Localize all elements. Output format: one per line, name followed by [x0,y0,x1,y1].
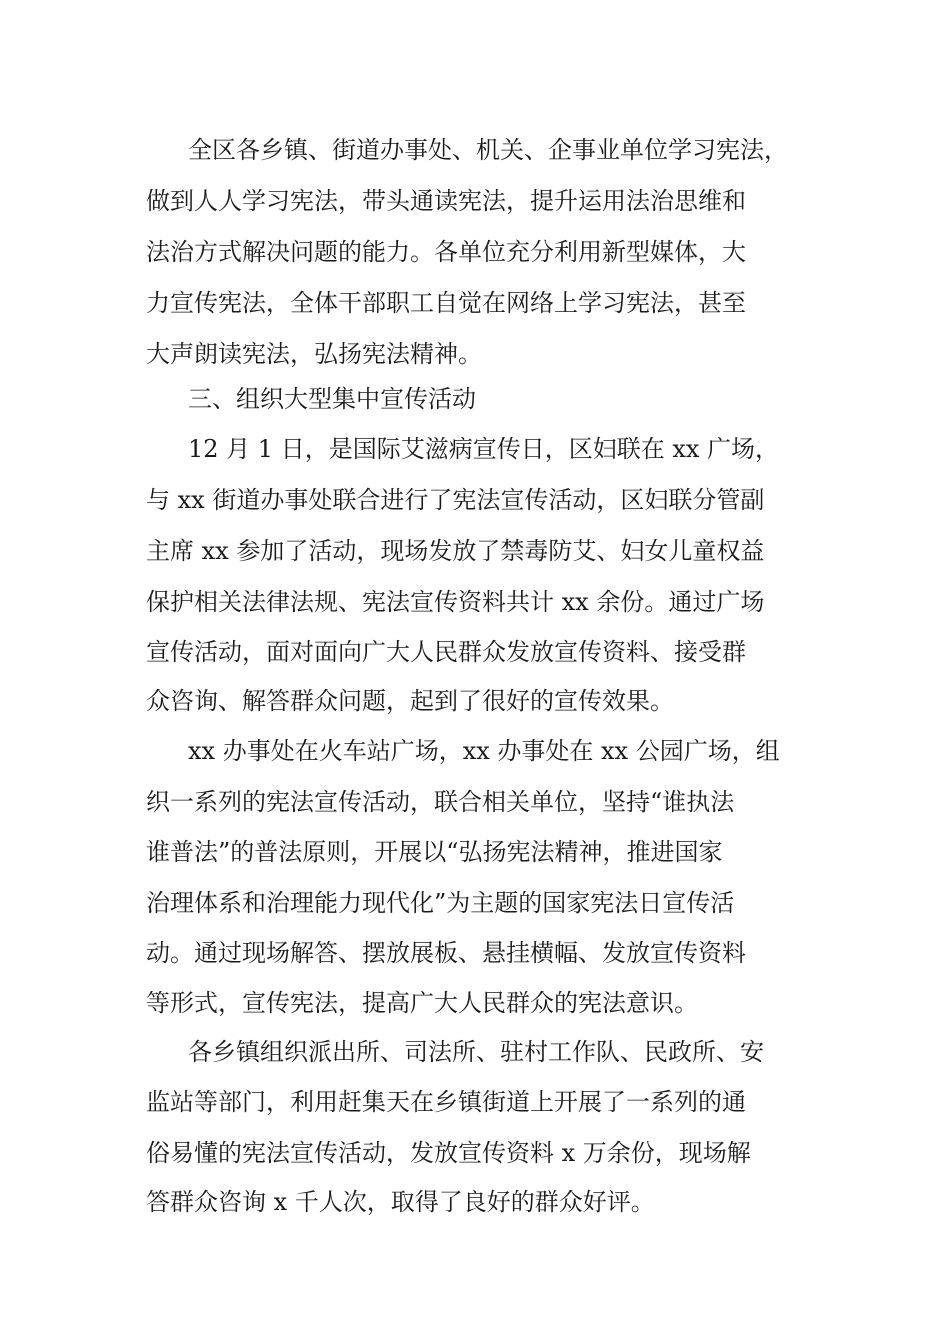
paragraph-line: 力宣传宪法，全体干部职工自觉在网络上学习宪法，甚至 [146,289,746,317]
paragraph-line: 俗易懂的宪法宣传活动，发放宣传资料 x 万余份，现场解 [146,1139,751,1167]
paragraph-line: 宣传活动，面对面向广大人民群众发放宣传资料、接受群 [146,638,746,666]
paragraph-line: 织一系列的宪法宣传活动，联合相关单位，坚持“谁执法 [146,788,735,816]
paragraph-line: xx 办事处在火车站广场，xx 办事处在 xx 公园广场，组 [188,737,780,765]
paragraph-line: 与 xx 街道办事处联合进行了宪法宣传活动，区妇联分管副 [146,486,765,514]
paragraph-line: 主席 xx 参加了活动，现场发放了禁毒防艾、妇女儿童权益 [146,537,765,565]
paragraph-line: 各乡镇组织派出所、司法所、驻村工作队、民政所、安 [188,1038,764,1066]
paragraph-line: 动。通过现场解答、摆放展板、悬挂横幅、发放宣传资料 [146,939,746,967]
paragraph-line: 治理体系和治理能力现代化”为主题的国家宪法日宣传活 [146,889,735,917]
paragraph-line: 大声朗读宪法，弘扬宪法精神。 [146,340,482,368]
paragraph-line: 12 月 1 日，是国际艾滋病宣传日，区妇联在 xx 广场， [188,435,780,463]
paragraph-line: 全区各乡镇、街道办事处、机关、企事业单位学习宪法， [188,136,788,164]
paragraph-line: 谁普法”的普法原则，开展以“弘扬宪法精神，推进国家 [146,838,723,866]
paragraph-line: 做到人人学习宪法，带头通读宪法，提升运用法治思维和 [146,187,746,215]
paragraph-line: 众咨询、解答群众问题，起到了很好的宣传效果。 [146,687,674,715]
paragraph-line: 保护相关法律法规、宪法宣传资料共计 xx 余份。通过广场 [146,588,765,616]
section-heading: 三、组织大型集中宣传活动 [188,385,476,413]
paragraph-line: 法治方式解决问题的能力。各单位充分利用新型媒体，大 [146,238,746,266]
paragraph-line: 答群众咨询 x 千人次，取得了良好的群众好评。 [146,1188,655,1216]
paragraph-line: 监站等部门，利用赶集天在乡镇街道上开展了一系列的通 [146,1088,746,1116]
paragraph-line: 等形式，宣传宪法，提高广大人民群众的宪法意识。 [146,989,698,1017]
